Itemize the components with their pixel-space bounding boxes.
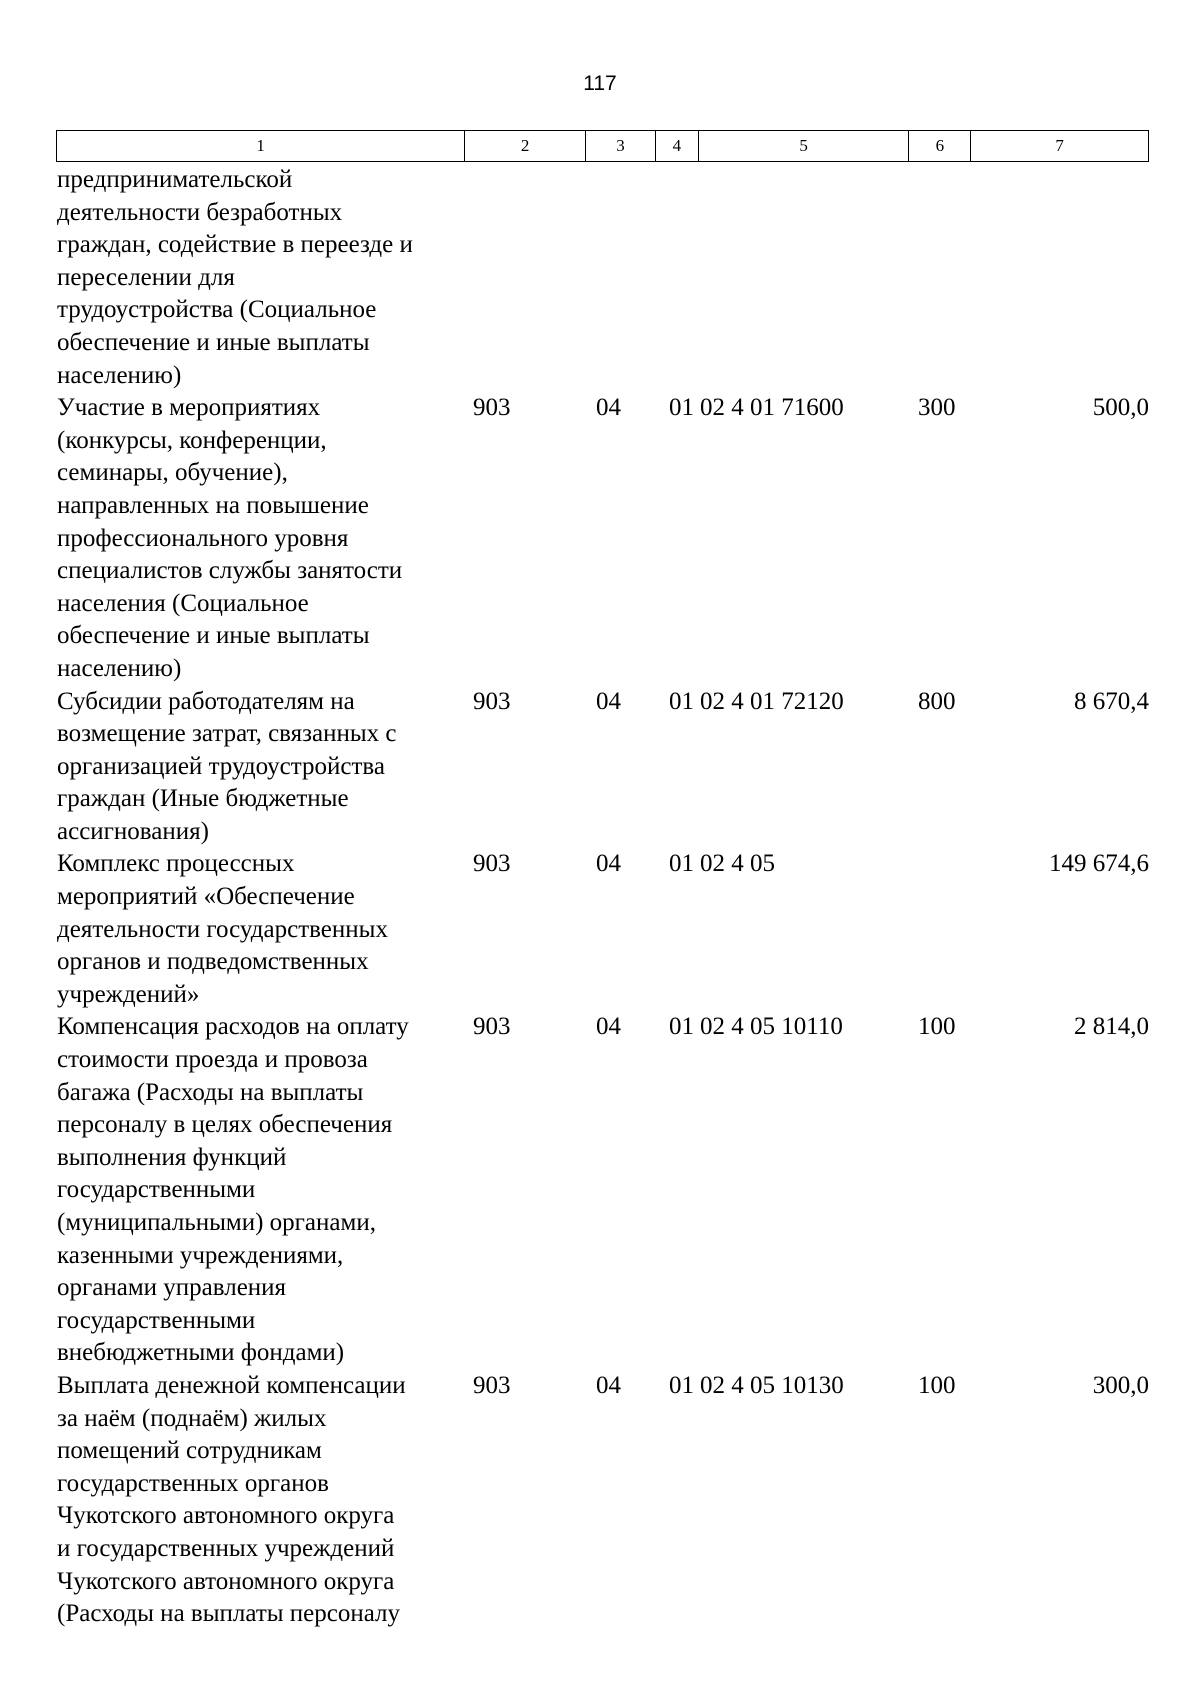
row-description (56, 848, 465, 1011)
page-number: 117 (583, 72, 617, 95)
description-line: выполнения функций (57, 1143, 287, 1171)
row-description (56, 1370, 465, 1631)
row-description (56, 686, 465, 849)
description-line: багажа (Расходы на выплаты (57, 1078, 364, 1106)
description-line: направленных на повышение (57, 491, 369, 519)
description-line: (муниципальными) органами, (57, 1209, 376, 1236)
description-line: персоналу в целях обеспечения (57, 1111, 393, 1139)
description-line: мероприятий «Обеспечение (57, 883, 355, 911)
table-header (56, 130, 1149, 162)
ministry-code: 903 (473, 687, 511, 715)
expense-type-code: 800 (918, 687, 956, 715)
target-article-code: 02 4 05 (700, 850, 775, 878)
target-article-code: 02 4 05 10130 (700, 1371, 844, 1399)
description-line: и государственных учреждений (57, 1534, 395, 1562)
expense-type-code (910, 848, 972, 1011)
target-article-code: 02 4 01 71600 (700, 394, 844, 422)
table-row (56, 686, 1149, 849)
target-article-code: 02 4 05 10110 (700, 1013, 843, 1041)
table-row (56, 392, 1149, 685)
ministry-code (465, 164, 586, 392)
description-line: Выплата денежной компенсации (57, 1371, 406, 1399)
subsection-code: 01 (669, 394, 694, 422)
ministry-code: 903 (473, 1371, 511, 1399)
expense-type-code: 100 (918, 1013, 956, 1041)
description-line: специалистов службы занятости (57, 557, 403, 585)
description-line: Субсидии работодателям на (57, 687, 355, 715)
subsection-code: 01 (669, 1013, 694, 1041)
header-col-3: 3 (586, 131, 656, 161)
description-line: деятельности безработных (57, 198, 343, 226)
subsection-code: 01 (669, 1371, 694, 1399)
description-line: стоимости проезда и провоза (57, 1046, 368, 1074)
description-line: обеспечение и иные выплаты (57, 328, 370, 356)
description-line: населения (Социальное (57, 589, 309, 617)
expense-type-code (910, 164, 972, 392)
description-line: населению) (57, 361, 182, 389)
description-line: профессионального уровня (57, 524, 349, 552)
subsection-code: 01 (669, 687, 694, 715)
amount: 8 670,4 (1074, 687, 1149, 715)
description-line: Компенсация расходов на оплату (57, 1013, 409, 1041)
subsection-code (656, 164, 699, 392)
description-line: граждан, содействие в переезде и (57, 231, 413, 259)
row-description (56, 1011, 465, 1370)
description-line: возмещение затрат, связанных с (57, 720, 397, 748)
section-code: 04 (596, 394, 621, 422)
description-line: деятельности государственных (57, 915, 388, 943)
ministry-code: 903 (473, 850, 511, 878)
description-line: Чукотского автономного округа (57, 1567, 395, 1595)
description-line: учреждений» (57, 980, 200, 1008)
target-article-code: 02 4 01 72120 (700, 687, 844, 715)
target-article-code (699, 164, 910, 392)
header-col-6: 6 (909, 131, 971, 161)
description-line: внебюджетными фондами) (57, 1339, 345, 1367)
expense-type-code: 100 (918, 1371, 956, 1399)
description-line: органами управления (57, 1274, 287, 1302)
description-line: государственными (57, 1176, 256, 1204)
header-col-2: 2 (465, 131, 586, 161)
description-line: за наём (поднаём) жилых (57, 1404, 327, 1432)
amount: 149 674,6 (1049, 850, 1149, 878)
amount: 500,0 (1092, 394, 1149, 422)
description-line: органов и подведомственных (57, 948, 369, 976)
description-line: (конкурсы, конференции, (57, 426, 327, 454)
header-col-7: 7 (1055, 136, 1064, 155)
description-line: государственных органов (57, 1469, 329, 1497)
amount: 2 814,0 (1074, 1013, 1149, 1041)
table-body (56, 164, 1149, 1631)
description-line: трудоустройства (Социальное (57, 296, 377, 324)
description-line: государственными (57, 1306, 256, 1334)
section-code: 04 (596, 850, 621, 878)
section-code: 04 (596, 1371, 621, 1399)
section-code: 04 (596, 687, 621, 715)
table-row (56, 848, 1149, 1011)
description-line: семинары, обучение), (57, 459, 288, 487)
description-line: казенными учреждениями, (57, 1241, 344, 1269)
description-line: помещений сотрудникам (57, 1437, 322, 1465)
row-description (56, 164, 465, 392)
description-line: Участие в мероприятиях (57, 394, 321, 422)
amount (972, 164, 1149, 392)
description-line: организацией трудоустройства (57, 752, 385, 780)
table-row (56, 164, 1149, 392)
description-line: переселении для (57, 263, 235, 291)
header-col-4: 4 (656, 131, 699, 161)
description-line: Комплекс процессных (57, 850, 295, 878)
subsection-code: 01 (669, 850, 694, 878)
description-line: граждан (Иные бюджетные (57, 785, 349, 813)
description-line: Чукотского автономного округа (57, 1502, 395, 1530)
description-line: ассигнования) (57, 817, 209, 845)
table-row (56, 1370, 1149, 1631)
section-code (586, 164, 656, 392)
ministry-code: 903 (473, 394, 511, 422)
expense-type-code: 300 (918, 394, 956, 422)
amount: 300,0 (1092, 1371, 1149, 1399)
row-description (56, 392, 465, 685)
header-col-1: 1 (57, 131, 465, 161)
description-line: (Расходы на выплаты персоналу (57, 1600, 401, 1628)
table-row (56, 1011, 1149, 1370)
section-code: 04 (596, 1013, 621, 1041)
ministry-code: 903 (473, 1013, 511, 1041)
description-line: обеспечение и иные выплаты (57, 622, 370, 650)
description-line: предпринимательской (57, 166, 293, 193)
description-line: населению) (57, 654, 182, 682)
header-col-5: 5 (699, 131, 910, 161)
